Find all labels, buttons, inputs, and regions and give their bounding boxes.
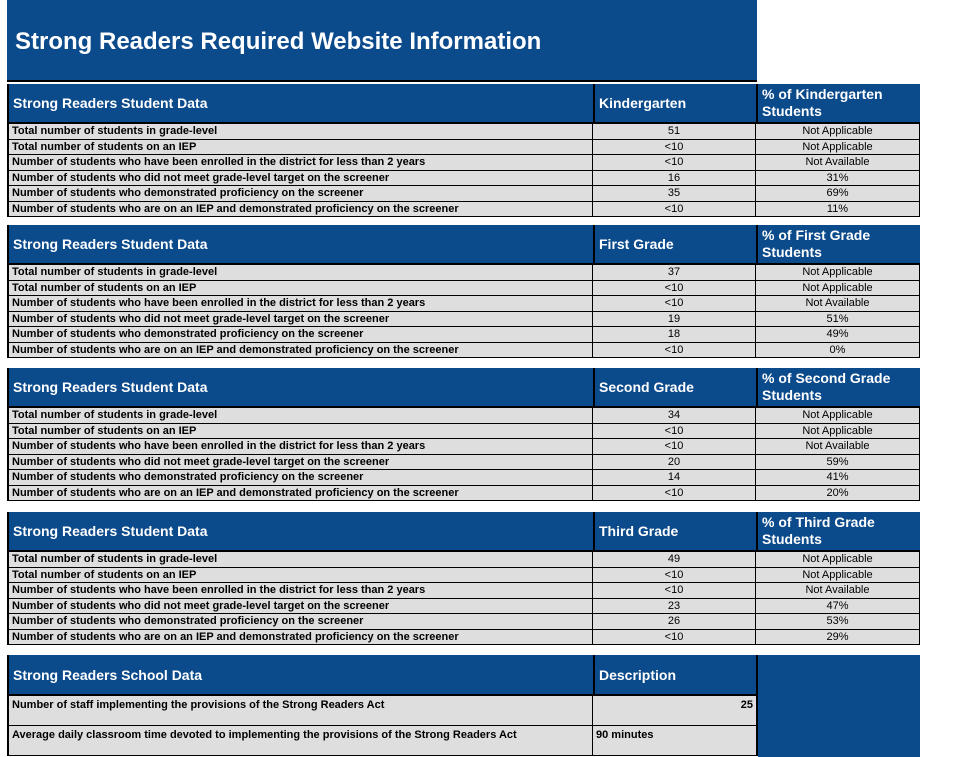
table-row	[7, 470, 920, 486]
row-label: Number of students who are on an IEP and demonstrated proficiency on the screener	[7, 630, 593, 645]
row-percent: Not Applicable	[756, 552, 920, 567]
row-value: 19	[593, 312, 756, 327]
row-label: Total number of students on an IEP	[7, 281, 593, 296]
table-row	[7, 424, 920, 440]
row-label: Number of students who demonstrated proficiency on the screener	[7, 327, 593, 342]
row-percent: 41%	[756, 470, 920, 485]
row-label: Number of students who demonstrated proficiency on the screener	[7, 614, 593, 629]
row-value: <10	[593, 568, 756, 583]
row-label: Number of students who have been enrolled in the district for less than 2 years	[7, 155, 593, 170]
section-second-grade	[7, 368, 920, 501]
row-label: Total number of students in grade-level	[7, 552, 593, 567]
section-title: Strong Readers Student Data	[7, 225, 593, 263]
row-label: Total number of students on an IEP	[7, 424, 593, 439]
row-value: 25	[593, 696, 758, 725]
table-row	[7, 312, 920, 328]
table-row	[7, 408, 920, 424]
table-row	[7, 455, 920, 471]
table-row	[7, 439, 920, 455]
section-title: Strong Readers Student Data	[7, 368, 593, 406]
row-value: <10	[593, 424, 756, 439]
row-percent: Not Applicable	[756, 281, 920, 296]
row-label: Number of staff implementing the provisions of the Strong Readers Act	[7, 696, 593, 725]
table-row	[7, 486, 920, 502]
row-percent: 51%	[756, 312, 920, 327]
row-label: Number of students who did not meet grade-level target on the screener	[7, 599, 593, 614]
row-value: 35	[593, 186, 756, 201]
table-row	[7, 140, 920, 156]
section-third-grade	[7, 512, 920, 645]
section-first-grade	[7, 225, 920, 358]
table-row	[7, 726, 758, 756]
row-percent: 20%	[756, 486, 920, 501]
row-value: 37	[593, 265, 756, 280]
row-label: Total number of students on an IEP	[7, 140, 593, 155]
table-row	[7, 583, 920, 599]
percent-column-header: % of Second Grade Students	[756, 368, 920, 406]
table-row	[7, 568, 920, 584]
row-percent: 31%	[756, 171, 920, 186]
row-percent: 53%	[756, 614, 920, 629]
row-percent: Not Applicable	[756, 265, 920, 280]
table-row	[7, 171, 920, 187]
row-value: <10	[593, 296, 756, 311]
row-percent: 49%	[756, 327, 920, 342]
table-row	[7, 614, 920, 630]
row-value: 16	[593, 171, 756, 186]
row-percent: Not Applicable	[756, 140, 920, 155]
row-label: Number of students who are on an IEP and demonstrated proficiency on the screener	[7, 202, 593, 217]
row-percent: 11%	[756, 202, 920, 217]
table-row	[7, 552, 920, 568]
row-label: Total number of students in grade-level	[7, 124, 593, 139]
table-row	[7, 296, 920, 312]
row-percent: Not Applicable	[756, 408, 920, 423]
row-percent: Not Available	[756, 583, 920, 598]
table-row	[7, 281, 920, 297]
section-title: Strong Readers Student Data	[7, 512, 593, 550]
row-percent: 47%	[756, 599, 920, 614]
row-percent: 69%	[756, 186, 920, 201]
percent-column-header: % of First Grade Students	[756, 225, 920, 263]
row-value: 20	[593, 455, 756, 470]
table-row	[7, 124, 920, 140]
row-label: Number of students who did not meet grade-level target on the screener	[7, 312, 593, 327]
row-value: 34	[593, 408, 756, 423]
row-value: 23	[593, 599, 756, 614]
row-value: <10	[593, 155, 756, 170]
table-row	[7, 630, 920, 646]
row-value: <10	[593, 343, 756, 358]
grade-column-header: Kindergarten	[593, 84, 756, 122]
row-label: Number of students who are on an IEP and demonstrated proficiency on the screener	[7, 486, 593, 501]
section-header	[7, 512, 920, 552]
row-value: 49	[593, 552, 756, 567]
row-label: Number of students who did not meet grade-level target on the screener	[7, 455, 593, 470]
row-value: <10	[593, 140, 756, 155]
row-label: Total number of students in grade-level	[7, 265, 593, 280]
row-label: Number of students who demonstrated proficiency on the screener	[7, 470, 593, 485]
grade-column-header: First Grade	[593, 225, 756, 263]
row-label: Average daily classroom time devoted to implementing the provisions of the Strong Readers Act	[7, 726, 593, 755]
row-label: Number of students who are on an IEP and demonstrated proficiency on the screener	[7, 343, 593, 358]
description-column-header: Description	[593, 655, 758, 696]
title-bar	[7, 0, 757, 82]
row-label: Number of students who have been enrolled in the district for less than 2 years	[7, 296, 593, 311]
school-data-section	[7, 655, 920, 757]
table-row	[7, 202, 920, 218]
table-row	[7, 155, 920, 171]
table-row	[7, 186, 920, 202]
row-value: 51	[593, 124, 756, 139]
school-section-title: Strong Readers School Data	[7, 655, 593, 696]
row-percent: Not Available	[756, 439, 920, 454]
row-percent: Not Applicable	[756, 424, 920, 439]
percent-column-header: % of Kindergarten Students	[756, 84, 920, 122]
row-value: <10	[593, 630, 756, 645]
row-label: Number of students who demonstrated proficiency on the screener	[7, 186, 593, 201]
row-value: 18	[593, 327, 756, 342]
table-row	[7, 265, 920, 281]
row-label: Number of students who have been enrolled in the district for less than 2 years	[7, 439, 593, 454]
row-value: <10	[593, 486, 756, 501]
section-header	[7, 368, 920, 408]
page-title: Strong Readers Required Website Information	[15, 28, 542, 55]
section-kindergarten	[7, 84, 920, 217]
row-value: 90 minutes	[593, 726, 758, 755]
row-percent: 0%	[756, 343, 920, 358]
table-row	[7, 327, 920, 343]
row-percent: 29%	[756, 630, 920, 645]
section-title: Strong Readers Student Data	[7, 84, 593, 122]
grade-column-header: Second Grade	[593, 368, 756, 406]
table-row	[7, 599, 920, 615]
row-value: <10	[593, 439, 756, 454]
row-value: <10	[593, 583, 756, 598]
row-value: 26	[593, 614, 756, 629]
section-header	[7, 84, 920, 124]
section-header	[7, 225, 920, 265]
table-row	[7, 343, 920, 359]
row-percent: 59%	[756, 455, 920, 470]
row-value: 14	[593, 470, 756, 485]
blue-fill-panel	[758, 655, 920, 757]
percent-column-header: % of Third Grade Students	[756, 512, 920, 550]
table-row	[7, 696, 758, 726]
row-label: Number of students who did not meet grade-level target on the screener	[7, 171, 593, 186]
row-value: <10	[593, 281, 756, 296]
row-percent: Not Applicable	[756, 568, 920, 583]
row-percent: Not Applicable	[756, 124, 920, 139]
row-label: Number of students who have been enrolled in the district for less than 2 years	[7, 583, 593, 598]
row-label: Total number of students on an IEP	[7, 568, 593, 583]
row-percent: Not Available	[756, 296, 920, 311]
row-value: <10	[593, 202, 756, 217]
row-label: Total number of students in grade-level	[7, 408, 593, 423]
row-percent: Not Available	[756, 155, 920, 170]
grade-column-header: Third Grade	[593, 512, 756, 550]
